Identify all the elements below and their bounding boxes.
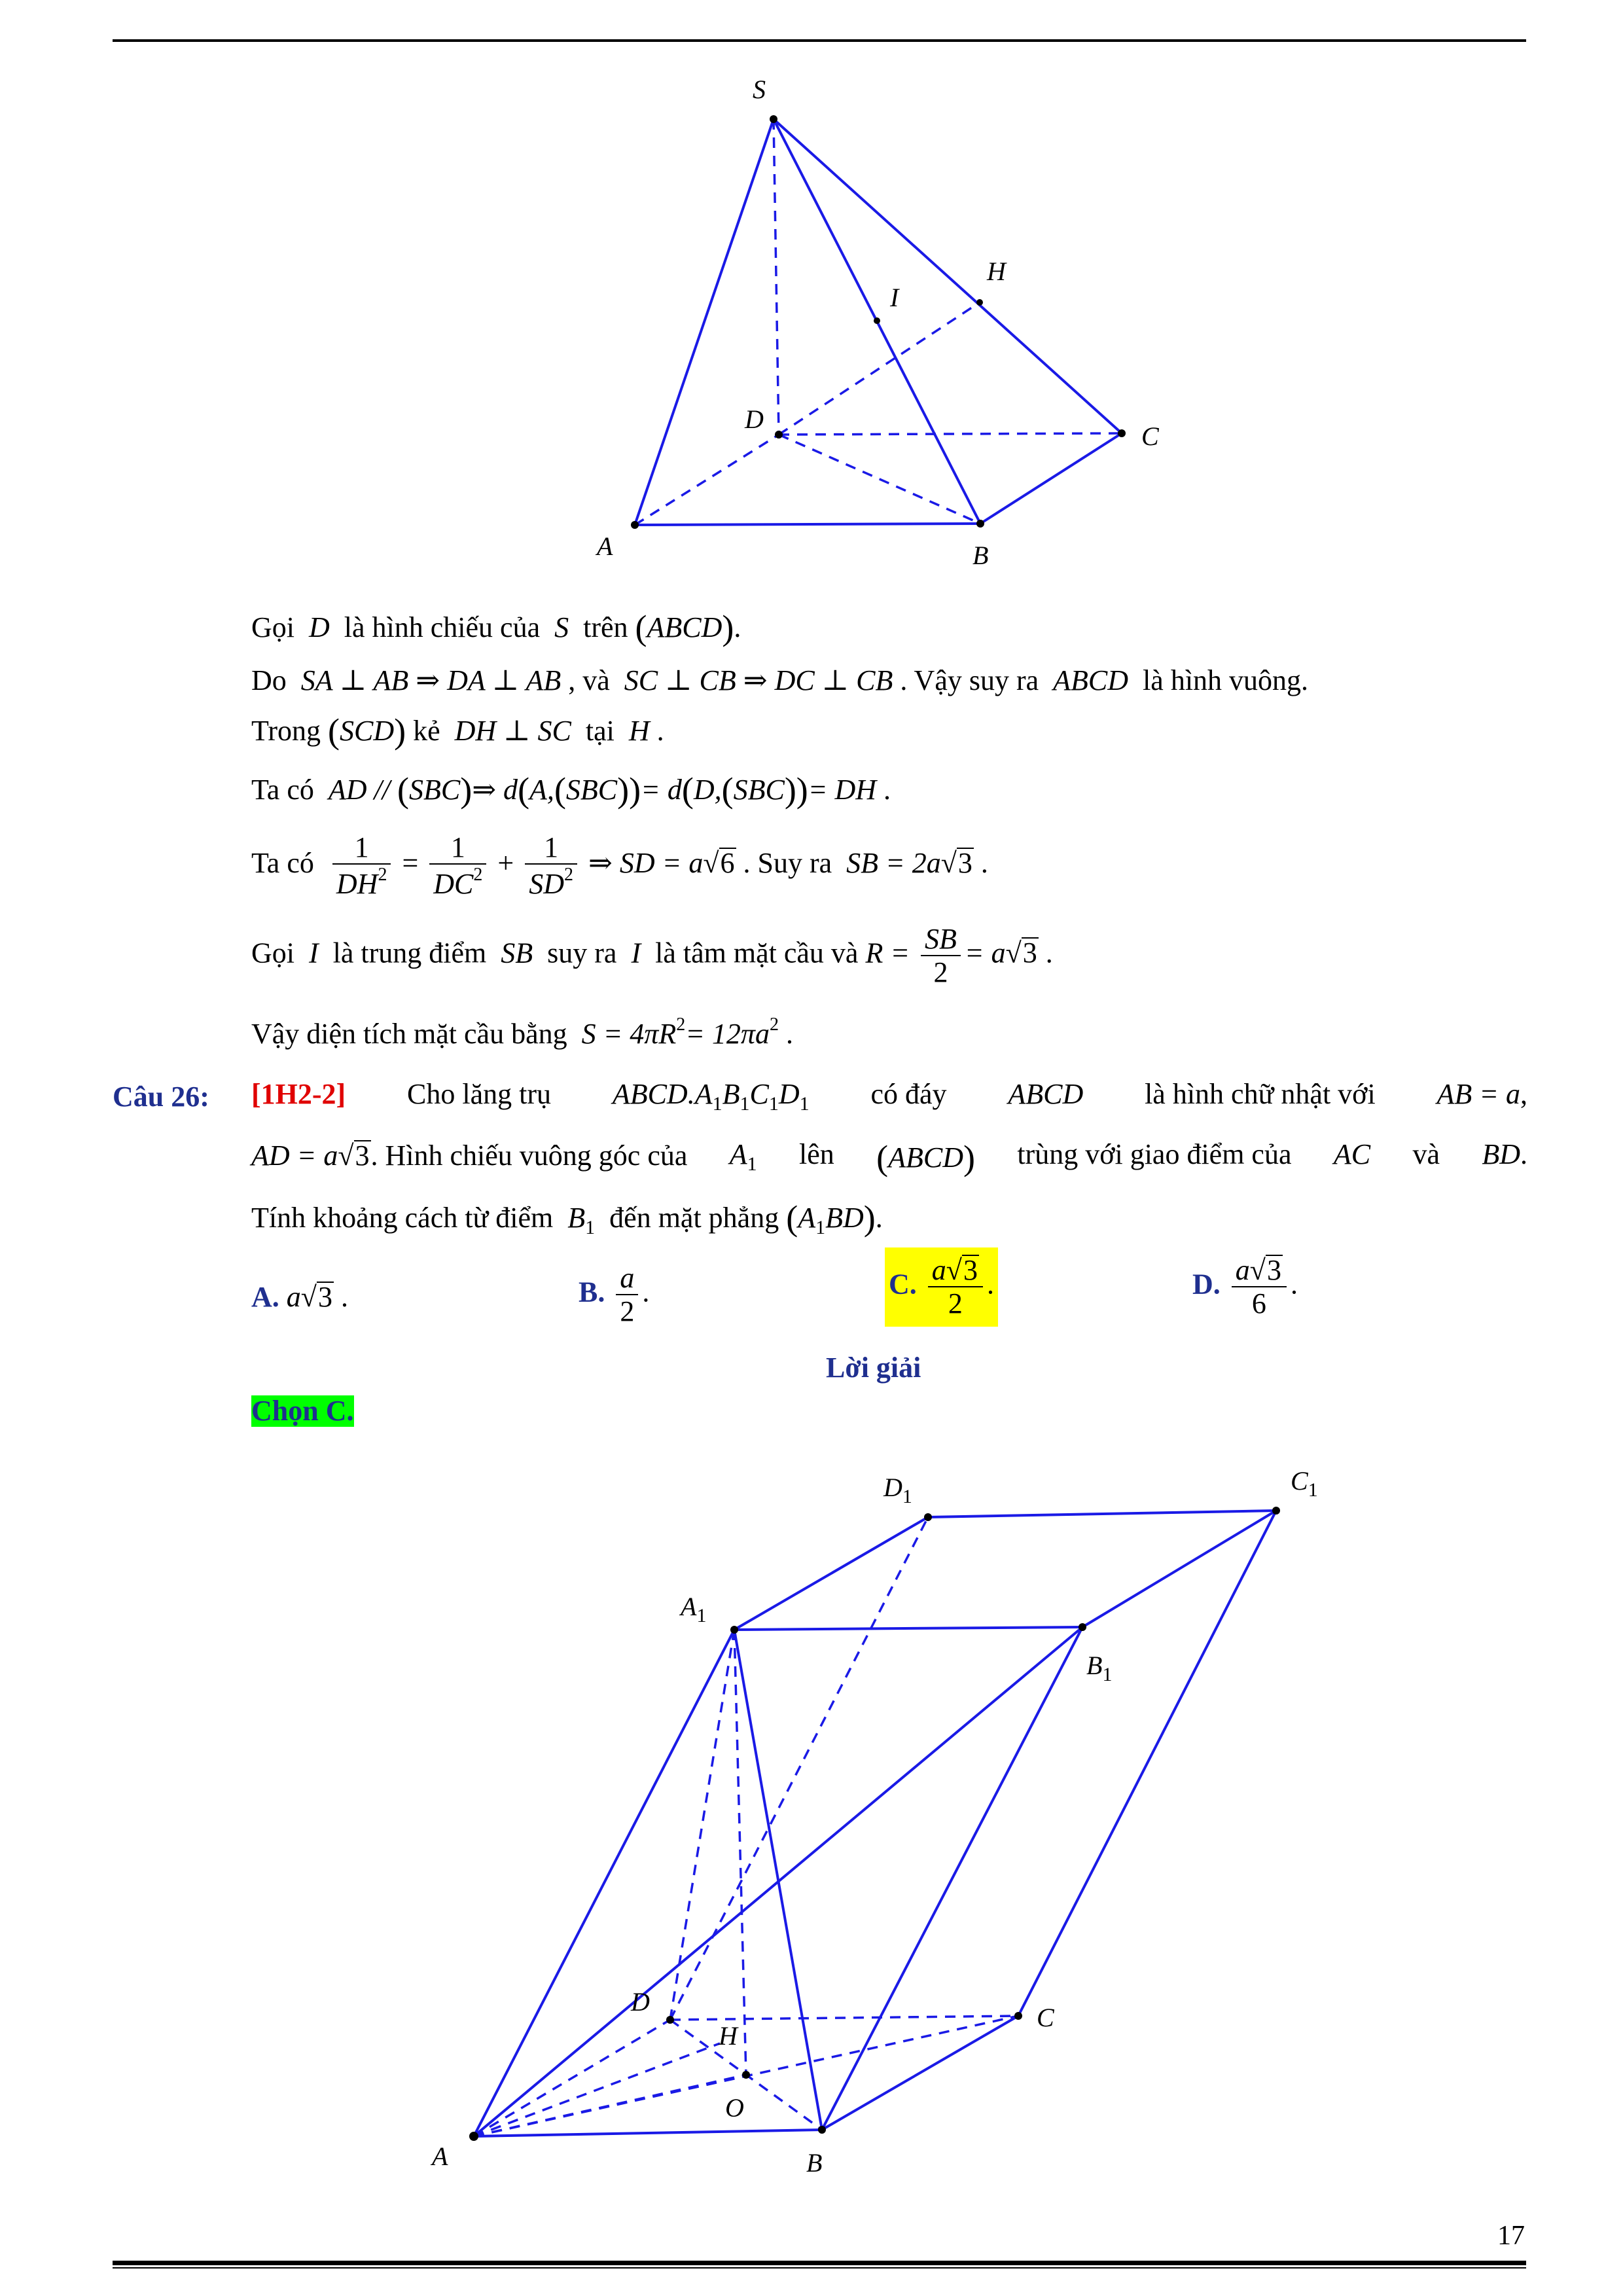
point-C: [1014, 2012, 1022, 2020]
page-number: 17: [1497, 2221, 1525, 2251]
option-a[interactable]: A. a√3 .: [251, 1281, 348, 1313]
edge-BC: [980, 433, 1122, 524]
label-C: C: [1141, 422, 1159, 451]
point-C1: [1272, 1507, 1280, 1515]
point-B: [976, 520, 984, 528]
label-S: S: [753, 75, 766, 104]
edge-CC1: [1018, 1511, 1276, 2016]
label-D: D: [631, 1987, 650, 2017]
edge-A1B1: [734, 1627, 1082, 1630]
edge-SC: [774, 119, 1122, 433]
point-D1: [924, 1513, 932, 1521]
question-line-1: [1H2-2] Cho lăng trụ $ABCD.A_1B_1C_1D_1$ có đáy ABCD là hình chữ nhật với AB = a,: [251, 1078, 1527, 1115]
edge-AH: [474, 2043, 720, 2136]
solution-line-3: Trong (SCD) kẻ DH ⊥ SC tại H .: [251, 711, 664, 751]
option-b[interactable]: B. $\frac{a}{2}$ .: [579, 1262, 650, 1328]
label-H: H: [719, 2021, 738, 2051]
label-D: D: [745, 404, 764, 434]
solution-line-2: Do SA ⊥ AB ⇒ DA ⊥ AB , và SC ⊥ CB ⇒ DC ⊥ CB . Vậy suy ra ABCD là hình vuông.: [251, 664, 1309, 696]
label-A1: $A_1$: [681, 1592, 707, 1626]
edge-AB: [474, 2130, 822, 2136]
question-label: Câu 26:: [113, 1081, 209, 1113]
question-line-3: Tính khoảng cách từ điểm $B_1$ đến mặt phẳng $(A_1BD)$.: [251, 1198, 883, 1238]
edge-AO: [474, 2075, 746, 2136]
label-D1: $D_1$: [883, 1473, 912, 1507]
label-O: O: [725, 2093, 744, 2123]
edge-AD: [635, 435, 779, 525]
answer-badge: Chọn C.: [251, 1395, 354, 1427]
point-A1: [730, 1626, 738, 1634]
point-I: [874, 317, 880, 324]
edge-D1C1: [928, 1511, 1276, 1517]
edge-A1D: [670, 1630, 734, 2020]
prism-figure: [0, 1440, 1623, 2199]
point-A: [469, 2132, 478, 2141]
edge-DC: [670, 2016, 1018, 2020]
label-C1: $C_1$: [1291, 1466, 1318, 1501]
label-H: H: [987, 257, 1006, 286]
difficulty-tag: [1H2-2]: [251, 1078, 346, 1110]
solution-line-7: Vậy diện tích mặt cầu bằng $S = 4\pi R^2= 12\pi a^2$ .: [251, 1014, 793, 1050]
option-c[interactable]: C. $\frac{a√3}{2}$ .: [885, 1247, 998, 1327]
solution-line-5: Ta có $\frac{1}{DH^2}$ = $\frac{1}{DC^2}$ + $\frac{1}{SD^2}$ ⇒ SD = a√6 . Suy ra SB = 2a√3 .: [251, 831, 988, 901]
footer-rule-thin: [113, 2267, 1526, 2269]
solution-heading: Lời giải: [826, 1352, 921, 1384]
label-C: C: [1037, 2003, 1054, 2032]
edge-DB: [779, 435, 980, 524]
point-D: [775, 431, 783, 439]
label-B1: $B_1$: [1086, 1651, 1113, 1685]
pyramid-figure: [0, 0, 1623, 589]
edge-AB: [635, 524, 980, 525]
edge-A1O: [734, 1630, 746, 2075]
question-line-2: AD = a√3. Hình chiếu vuông góc của $A_1$ lên (ABCD) trùng với giao điểm của AC và BD.: [251, 1138, 1527, 1177]
label-B: B: [972, 541, 989, 570]
point-H: [976, 299, 983, 306]
point-O: [742, 2071, 750, 2079]
point-B1: [1079, 1623, 1086, 1631]
option-d[interactable]: D. $\frac{a√3}{6}$ .: [1192, 1254, 1298, 1320]
point-S: [770, 115, 777, 123]
solution-line-1: Gọi D là hình chiếu của S trên (ABCD).: [251, 608, 741, 647]
edge-DC: [779, 433, 1122, 435]
point-D: [666, 2016, 674, 2024]
label-B: B: [806, 2148, 823, 2178]
edge-SA: [635, 119, 774, 525]
footer-rule: [113, 2261, 1526, 2265]
point-C: [1118, 429, 1126, 437]
point-B: [818, 2126, 826, 2134]
edge-A1B: [734, 1630, 822, 2130]
label-A: A: [597, 531, 613, 561]
edge-SD: [774, 119, 779, 435]
solution-line-4: Ta có AD // (SBC)⇒ d(A,(SBC))= d(D,(SBC))= DH .: [251, 770, 891, 810]
point-A: [631, 521, 639, 529]
label-I: I: [890, 283, 899, 312]
solution-line-6: Gọi I là trung điểm SB suy ra I là tâm mặt cầu và R = $\frac{SB}{2}$ = a√3 .: [251, 923, 1053, 989]
label-A: A: [432, 2142, 448, 2171]
